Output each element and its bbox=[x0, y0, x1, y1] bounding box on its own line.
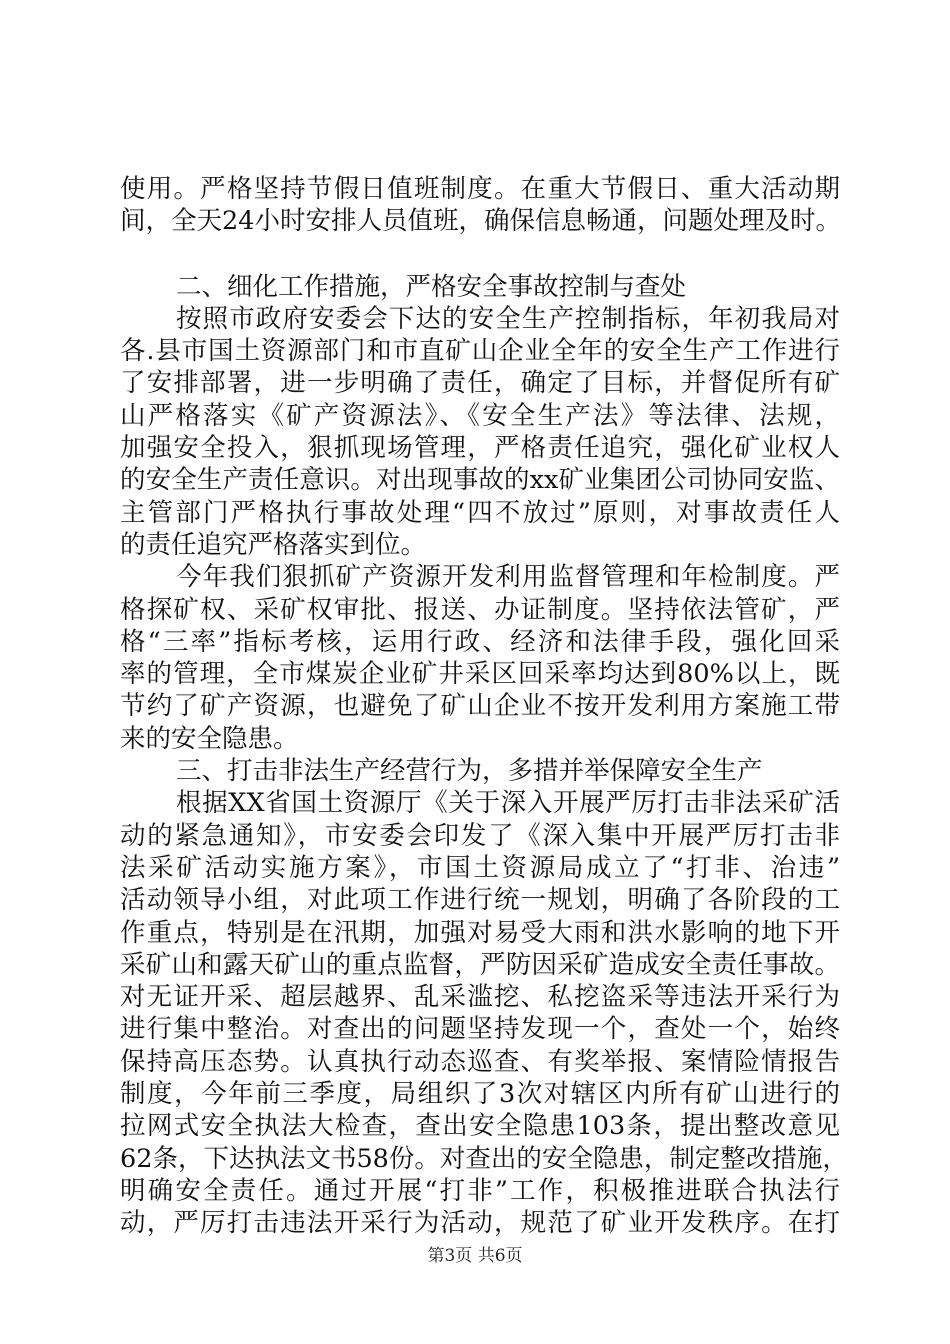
text-line: 的责任追究严格落实到位。 bbox=[120, 529, 427, 560]
section-heading-2 bbox=[120, 271, 840, 303]
text-line: 拉网式安全执法大检查，查出安全隐患103条，提出整改意见 bbox=[120, 1111, 840, 1142]
text-line: 62条，下达执法文书58份。对查出的安全隐患，制定整改措施， bbox=[120, 1143, 848, 1174]
text-line: 加强安全投入，狠抓现场管理，严格责任追究，强化矿业权人 bbox=[120, 433, 840, 464]
text-line: 根据XX省国土资源厅《关于深入开展严厉打击非法采矿活 bbox=[176, 788, 840, 819]
text-line: 了安排部署，进一步明确了责任，确定了目标，并督促所有矿 bbox=[120, 368, 840, 399]
text-line: 保持高压态势。认真执行动态巡查、有奖举报、案情险情报告 bbox=[120, 1046, 840, 1077]
section-heading-3 bbox=[120, 755, 840, 787]
text-line: 动，严厉打击违法开采行为活动，规范了矿业开发秩序。在打 bbox=[120, 1208, 840, 1239]
text-line: 主管部门严格执行事故处理“四不放过”原则，对事故责任人 bbox=[120, 497, 840, 528]
text-line: 格探矿权、采矿权审批、报送、办证制度。坚持依法管矿，严 bbox=[120, 594, 840, 625]
heading-line: 二、细化工作措施，严格安全事故控制与查处 bbox=[176, 271, 687, 302]
text-line: 法采矿活动实施方案》，市国土资源局成立了“打非、治违” bbox=[120, 852, 840, 883]
text-line: 动的紧急通知》，市安委会印发了《深入集中开展严厉打击非 bbox=[120, 820, 840, 851]
heading-line: 三、打击非法生产经营行为，多措并举保障安全生产 bbox=[176, 756, 763, 787]
page-number: 第3页 共6页 bbox=[427, 1246, 523, 1266]
text-line: 活动领导小组，对此项工作进行统一规划，明确了各阶段的工 bbox=[120, 885, 840, 916]
paragraph-holiday-duty bbox=[120, 173, 840, 238]
document-body bbox=[120, 173, 848, 1240]
text-line: 进行集中整治。对查出的问题坚持发现一个，查处一个，始终 bbox=[120, 1014, 840, 1045]
paragraph-gap bbox=[120, 238, 840, 271]
text-line: 对无证开采、超层越界、乱采滥挖、私挖盗采等违法开采行为 bbox=[120, 982, 840, 1013]
text-line: 的安全生产责任意识。对出现事故的xx矿业集团公司协同安监、 bbox=[120, 465, 840, 496]
paragraph-illegal-mining-crackdown bbox=[120, 787, 848, 1239]
text-line: 制度，今年前三季度，局组织了3次对辖区内所有矿山进行的 bbox=[120, 1079, 840, 1110]
text-line: 山严格落实《矿产资源法》、《安全生产法》等法律、法规， bbox=[120, 400, 840, 431]
text-line: 节约了矿产资源，也避免了矿山企业不按开发利用方案施工带 bbox=[120, 691, 840, 722]
paragraph-resource-supervision bbox=[120, 561, 840, 755]
text-line: 使用。严格坚持节假日值班制度。在重大节假日、重大活动期 bbox=[120, 174, 840, 204]
text-line: 采矿山和露天矿山的重点监督，严防因采矿造成安全责任事故。 bbox=[120, 949, 840, 980]
text-line: 率的管理，全市煤炭企业矿井采区回采率均达到80%以上，既 bbox=[120, 659, 840, 690]
text-line: 格“三率”指标考核，运用行政、经济和法律手段，强化回采 bbox=[120, 626, 840, 657]
text-line: 来的安全隐患。 bbox=[120, 723, 299, 754]
text-line: 各.县市国土资源部门和市直矿山企业全年的安全生产工作进行 bbox=[120, 336, 840, 367]
text-line: 间，全天24小时安排人员值班，确保信息畅通，问题处理及时。 bbox=[120, 206, 841, 237]
page-footer bbox=[0, 1241, 950, 1266]
text-line: 按照市政府安委会下达的安全生产控制指标，年初我局对 bbox=[176, 303, 840, 334]
text-line: 明确安全责任。通过开展“打非”工作，积极推进联合执法行 bbox=[120, 1175, 840, 1206]
text-line: 作重点，特别是在汛期，加强对易受大雨和洪水影响的地下开 bbox=[120, 917, 840, 948]
paragraph-control-targets bbox=[120, 303, 840, 561]
text-line: 今年我们狠抓矿产资源开发利用监督管理和年检制度。严 bbox=[176, 562, 840, 593]
